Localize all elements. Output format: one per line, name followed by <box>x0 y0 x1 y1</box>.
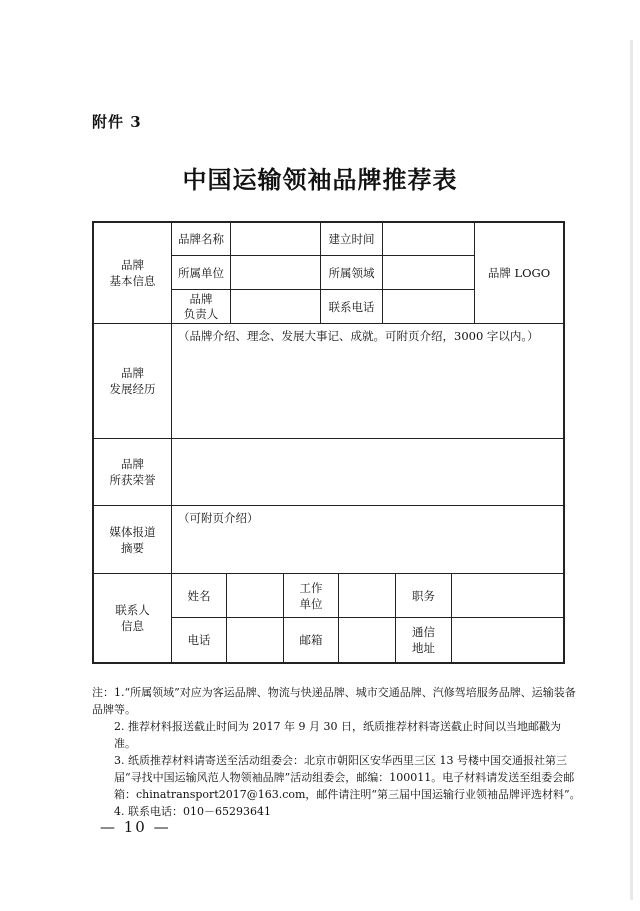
note-2: 2. 推荐材料报送截止时间为 2017 年 9 月 30 日，纸质推荐材料寄送截止时间以当地邮戳为准。 <box>114 720 561 750</box>
field-label: 所属领域 <box>328 265 375 280</box>
established-time-label: 建立时间 <box>328 232 375 246</box>
contact-info-label <box>94 574 171 662</box>
history-field[interactable] <box>172 324 563 438</box>
contact-phone-field[interactable] <box>383 290 474 323</box>
position-label: 职务 <box>412 588 435 603</box>
notes <box>92 684 582 820</box>
contact-phone-label: 联系电话 <box>328 299 375 314</box>
contact-info-label-line1: 联系人 <box>115 603 150 617</box>
field-field[interactable] <box>383 256 474 289</box>
brand-logo-field[interactable]: 品牌 LOGO <box>487 266 551 280</box>
person-in-charge-label-line1: 品牌 <box>189 291 213 306</box>
work-unit-label-line1: 工作 <box>299 580 323 595</box>
basic-info-label-line1: 品牌 <box>121 258 144 272</box>
honors-field[interactable] <box>172 439 563 505</box>
person-in-charge-label-line2: 负责人 <box>183 306 219 321</box>
honors-label <box>94 439 171 505</box>
person-in-charge-label <box>172 290 230 323</box>
form-title: 中国运输领袖品牌推荐表 <box>182 165 458 194</box>
honors-label-line2: 所获荣誉 <box>109 473 156 487</box>
name-label: 姓名 <box>187 588 211 603</box>
media-field[interactable] <box>172 506 563 573</box>
phone-field[interactable] <box>227 618 283 662</box>
work-unit-label <box>284 574 338 617</box>
mail-address-field[interactable] <box>452 618 563 662</box>
brand-name-field[interactable] <box>231 223 320 255</box>
mail-address-label <box>396 618 451 662</box>
honors-label-line1: 品牌 <box>121 457 144 471</box>
note-3: 3. 纸质推荐材料请寄送至活动组委会：北京市朝阳区安华西里三区 13 号楼中国交通报社第三届“寻找中国运输风范人物领袖品牌”活动组委会，邮编：100011。电子材料请发送至组委会邮箱：chinatransport2017@163.com，邮件请注明“第三届中国运输行业领袖品牌评选材料”。 <box>114 754 581 801</box>
media-hint: （可附页介绍） <box>178 511 259 525</box>
person-in-charge-field[interactable] <box>231 290 320 323</box>
brand-name-label: 品牌名称 <box>178 232 224 246</box>
contact-info-label-line2: 信息 <box>121 619 144 633</box>
attachment-label: 附件 3 <box>92 113 142 131</box>
page-number: — 10 — <box>100 818 171 836</box>
affiliation-field[interactable] <box>231 256 320 289</box>
basic-info-label <box>94 223 171 323</box>
media-label-line2: 摘要 <box>121 540 144 555</box>
media-label-line1: 媒体报道 <box>109 524 156 539</box>
work-unit-label-line2: 单位 <box>299 596 323 611</box>
history-label-line2: 发展经历 <box>109 382 156 396</box>
phone-label: 电话 <box>187 633 211 647</box>
media-label <box>94 506 171 573</box>
affiliation-label: 所属单位 <box>178 265 224 280</box>
email-field[interactable] <box>339 618 395 662</box>
established-time-field[interactable] <box>383 223 474 255</box>
mail-address-label-line1: 通信 <box>412 625 435 639</box>
history-label-line1: 品牌 <box>121 366 144 380</box>
email-label: 邮箱 <box>299 633 323 647</box>
basic-info-label-line2: 基本信息 <box>109 274 156 288</box>
history-hint: （品牌介绍、理念、发展大事记、成就。可附页介绍，3000 字以内。） <box>178 329 539 343</box>
history-label <box>94 324 171 438</box>
name-field[interactable] <box>227 574 283 617</box>
note-1: 注：1.“所属领域”对应为客运品牌、物流与快递品牌、城市交通品牌、汽修驾培服务品牌、运输装备品牌等。 <box>92 686 576 716</box>
mail-address-label-line2: 地址 <box>412 641 435 655</box>
position-field[interactable] <box>452 574 563 617</box>
note-4: 4. 联系电话：010－65293641 <box>114 805 271 818</box>
work-unit-field[interactable] <box>339 574 395 617</box>
